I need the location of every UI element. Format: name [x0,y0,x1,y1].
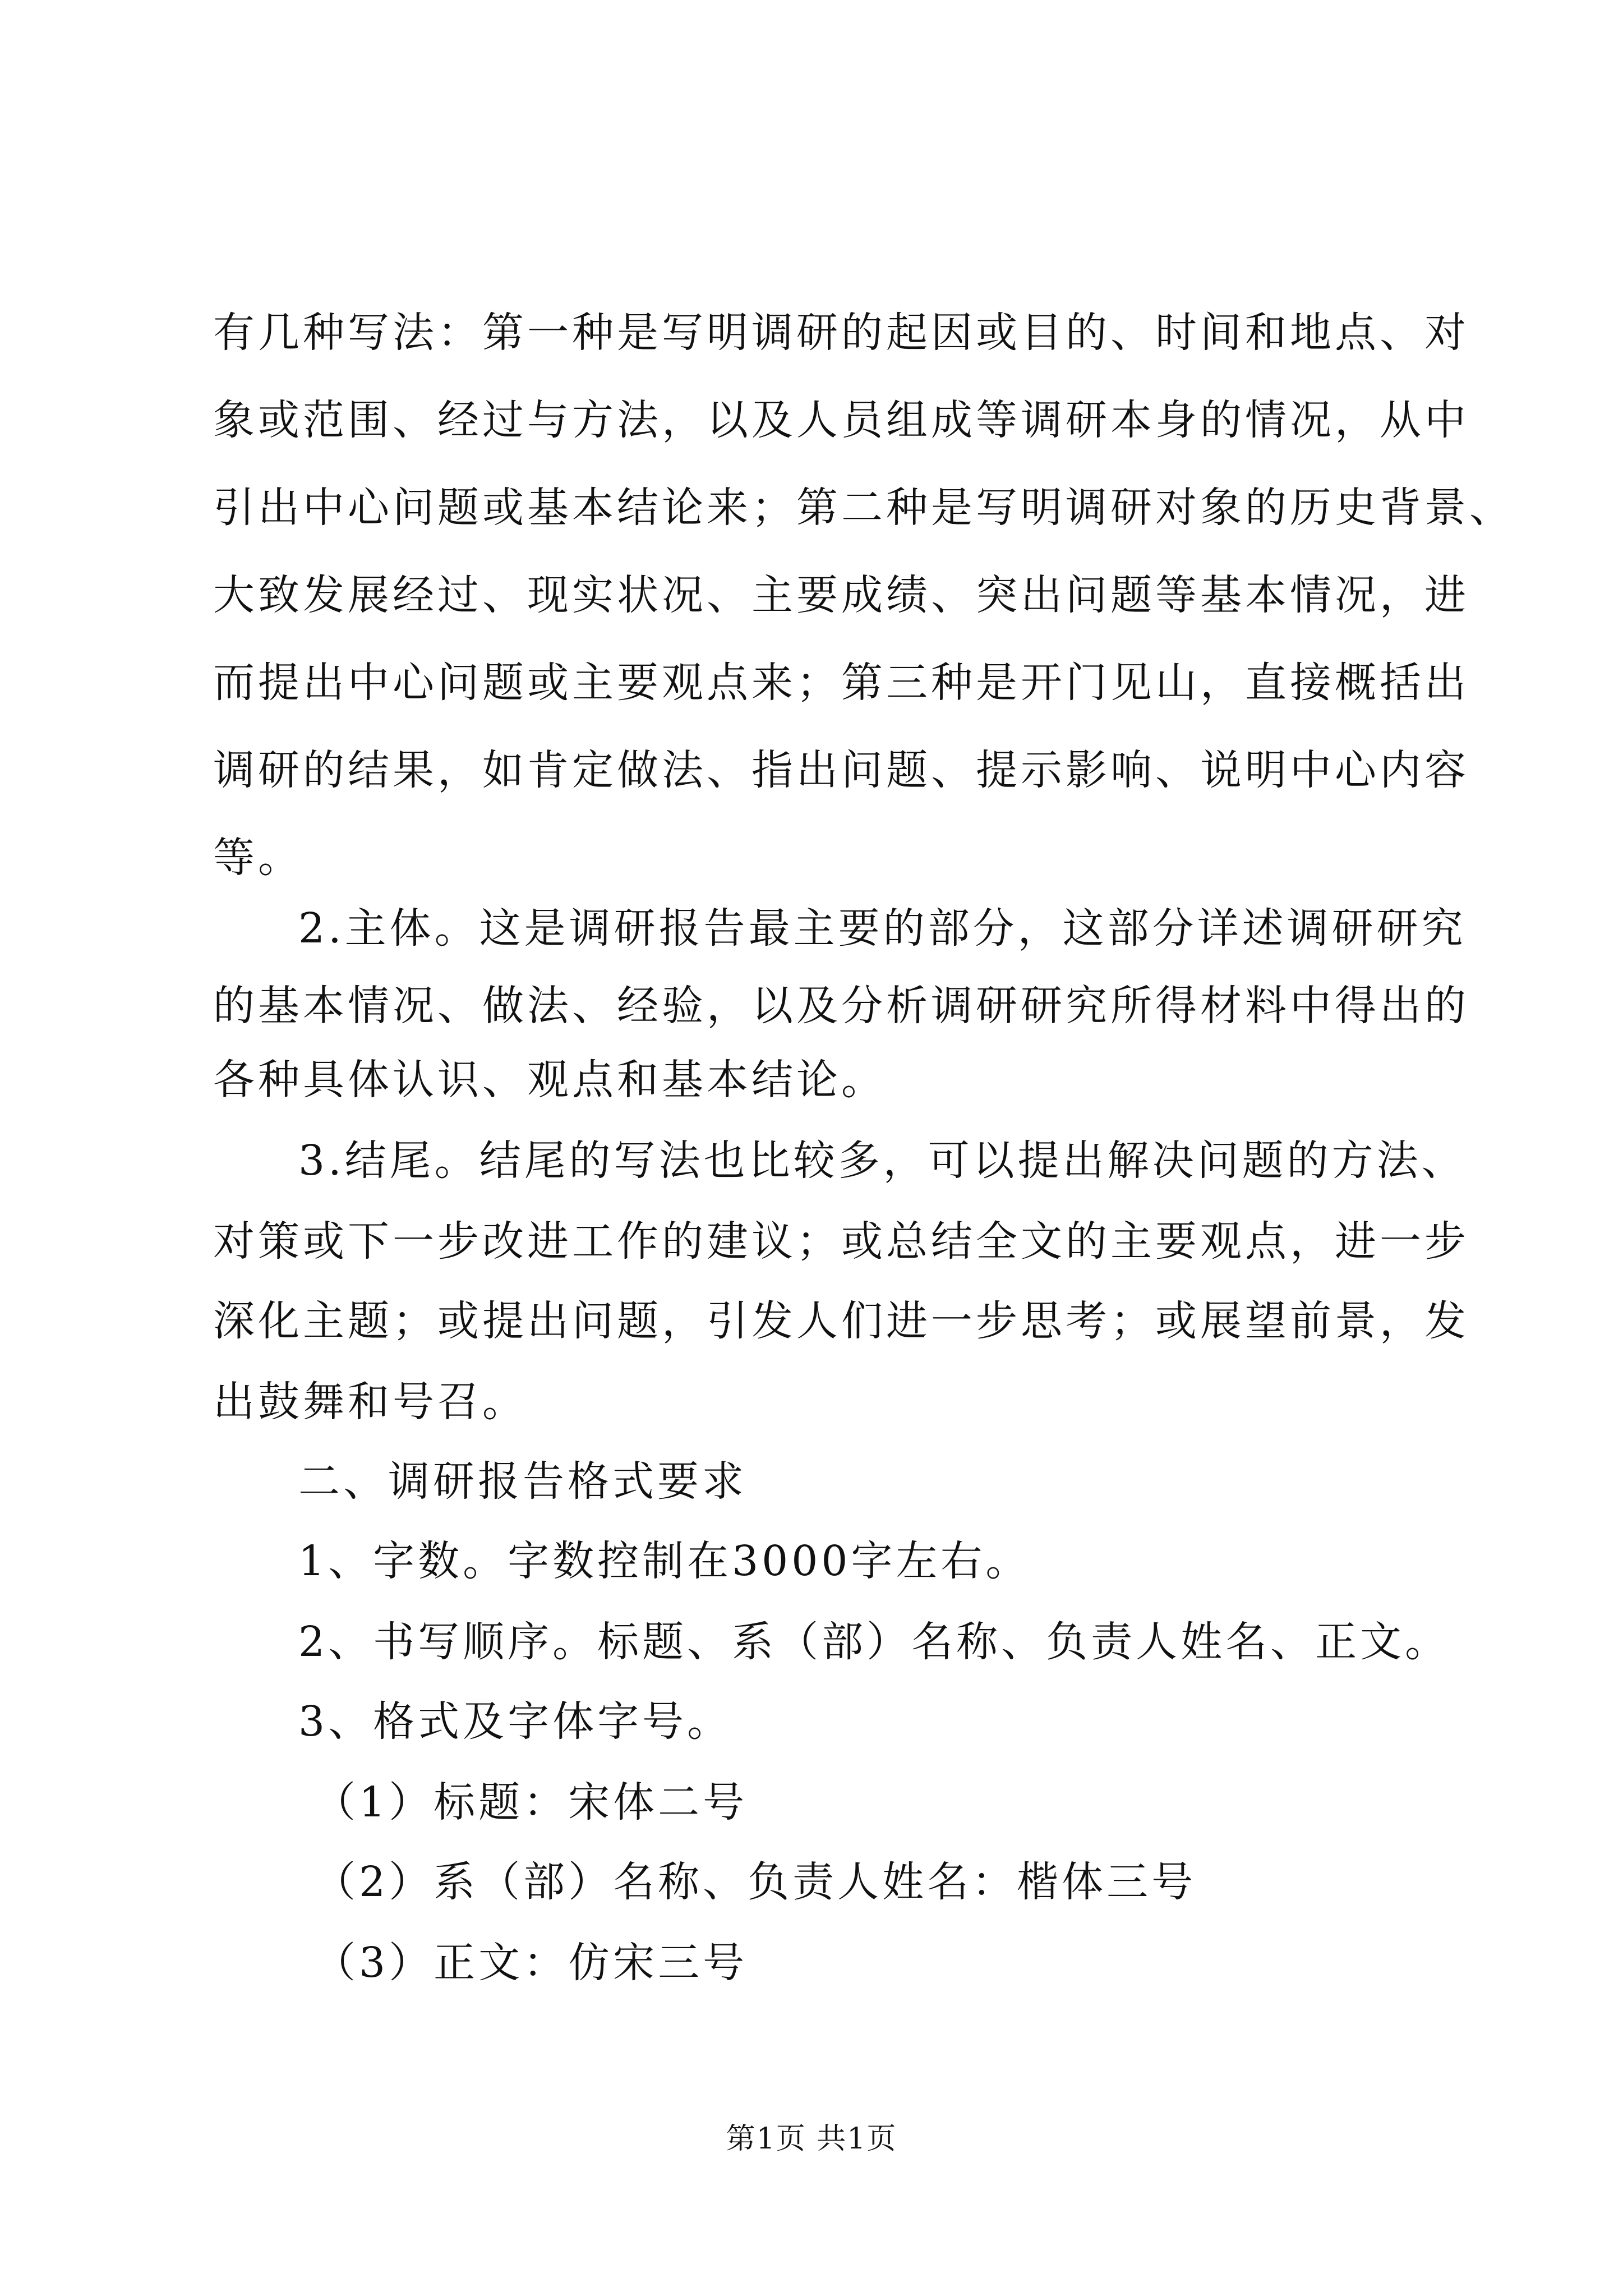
requirement-line: 3、格式及字体字号。 [298,1697,732,1746]
section-heading: 二、调研报告格式要求 [298,1457,747,1506]
paragraph-intro-line: 象或范围、经过与方法，以及人员组成等调研本身的情况，从中 [213,396,1469,444]
paragraph-ending-line: 深化主题；或提出问题，引发人们进一步思考；或展望前景，发 [213,1297,1469,1345]
requirement-line: 1、字数。字数控制在3000字左右。 [298,1537,1031,1585]
paragraph-body-line: 2.主体。这是调研报告最主要的部分，这部分详述调研研究 [298,904,1467,953]
paragraph-intro-line: 而提出中心问题或主要观点来；第三种是开门见山，直接概括出 [213,659,1469,707]
paragraph-body-line: 各种具体认识、观点和基本结论。 [213,1056,886,1104]
format-item: （1）标题：宋体二号 [314,1778,748,1826]
paragraph-ending-line: 3.结尾。结尾的写法也比较多，可以提出解决问题的方法、 [298,1137,1467,1185]
format-item: （3）正文：仿宋三号 [314,1939,748,1987]
paragraph-body-line: 的基本情况、做法、经验，以及分析调研研究所得材料中得出的 [213,982,1469,1030]
page-footer: 第1页 共1页 [726,2122,897,2156]
requirement-line: 2、书写顺序。标题、系（部）名称、负责人姓名、正文。 [298,1618,1450,1666]
paragraph-ending-line: 出鼓舞和号召。 [213,1378,527,1426]
format-item: （2）系（部）名称、负责人姓名：楷体三号 [314,1858,1197,1906]
paragraph-ending-line: 对策或下一步改进工作的建议；或总结全文的主要观点，进一步 [213,1217,1469,1266]
paragraph-intro-line: 引出中心问题或基本结论来；第二种是写明调研对象的历史背景、 [213,484,1514,532]
paragraph-intro-line: 大致发展经过、现实状况、主要成绩、突出问题等基本情况，进 [213,571,1469,619]
paragraph-intro-line: 等。 [213,834,303,882]
paragraph-intro-line: 调研的结果，如肯定做法、指出问题、提示影响、说明中心内容 [213,746,1469,794]
paragraph-intro-line: 有几种写法：第一种是写明调研的起因或目的、时间和地点、对 [213,309,1469,357]
